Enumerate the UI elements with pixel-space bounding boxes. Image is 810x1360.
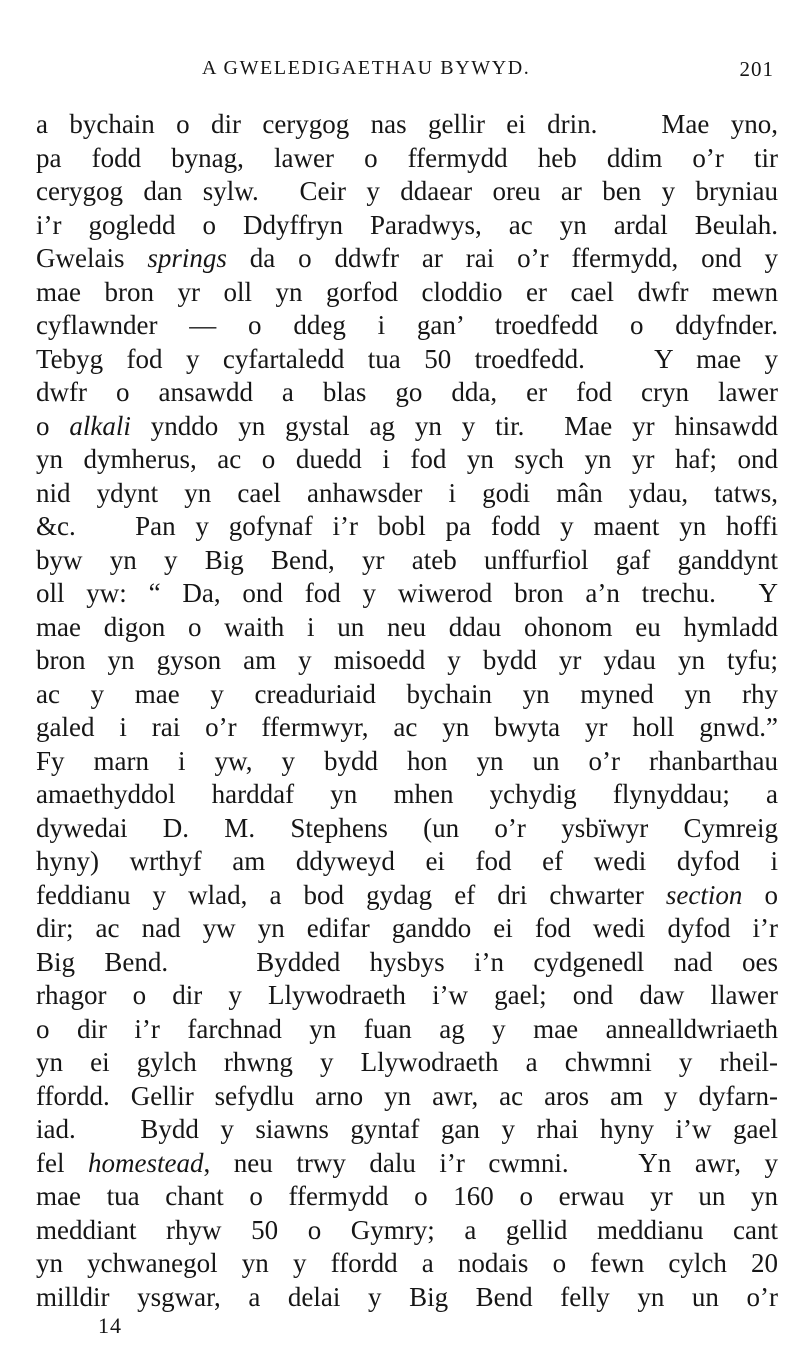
text-line	[36, 644, 778, 678]
text-segment: o	[742, 879, 778, 910]
text-segment: dwfr o ansawdd a blas go dda, er fod cryn lawer	[36, 377, 778, 407]
text-line	[36, 946, 778, 980]
text-segment: ynddo yn gystal ag yn y tir. Mae yr hinsawdd	[130, 410, 778, 441]
text-line	[36, 343, 778, 377]
italic-term: springs	[147, 243, 227, 273]
text-line	[36, 276, 778, 310]
text-segment: Gwelais	[36, 243, 148, 273]
text-line	[36, 376, 778, 410]
text-segment: galed i rai o’r ffermwyr, ac yn bwyta yr holl gnwd.”	[36, 712, 778, 742]
text-segment: Tebyg fod y cyfartaledd tua 50 troedfedd. Y mae y	[36, 343, 778, 374]
text-line	[36, 778, 778, 812]
text-segment: milldir ysgwar, a delai y Big Bend felly yn un o’r	[36, 1281, 778, 1312]
text-segment: meddiant rhyw 50 o Gymry; a gellid meddianu cant	[36, 1214, 778, 1245]
text-segment: cerygog dan sylw. Ceir y ddaear oreu ar ben y bryniau	[36, 176, 778, 206]
text-segment: mae tua chant o ffermydd o 160 o erwau yr un yn	[36, 1181, 778, 1211]
running-head	[36, 57, 778, 87]
italic-term: section	[665, 879, 743, 910]
text-segment: fel	[36, 1147, 89, 1178]
text-segment: &c. Pan y gofynaf i’r bobl pa fodd y maent yn hoffi	[36, 511, 778, 541]
text-line	[36, 242, 778, 276]
text-line	[36, 108, 778, 142]
text-segment: iad. Bydd y siawns gyntaf gan y rhai hyny i’w gael	[36, 1114, 778, 1144]
text-line	[36, 1147, 778, 1181]
text-segment: nid ydynt yn cael anhawsder i godi mân ydau, tatws,	[36, 477, 778, 508]
text-segment: a bychain o dir cerygog nas gellir ei drin. Mae yno,	[36, 109, 778, 139]
text-segment: o	[36, 410, 70, 441]
text-segment: yn ychwanegol yn y ffordd a nodais o fewn cylch 20	[36, 1248, 778, 1278]
text-segment: i’r gogledd o Ddyffryn Paradwys, ac yn ardal Beulah.	[36, 209, 778, 240]
text-segment: amaethyddol harddaf yn mhen ychydig flynyddau; a	[36, 779, 778, 809]
text-segment: dywedai D. M. Stephens (un o’r ysbïwyr Cymreig	[36, 812, 778, 843]
text-segment: pa fodd bynag, lawer o ffermydd heb ddim o’r tir	[36, 142, 778, 173]
body-text	[36, 108, 778, 1314]
text-segment: Fy marn i yw, y bydd hon yn un o’r rhanbarthau	[36, 745, 778, 776]
text-line	[36, 711, 778, 745]
text-segment: mae digon o waith i un neu ddau ohonom eu hymladd	[36, 611, 778, 642]
text-line	[36, 309, 778, 343]
text-line	[36, 1113, 778, 1147]
text-line	[36, 678, 778, 712]
italic-term: homestead	[88, 1147, 204, 1178]
signature-mark: 14	[98, 1313, 122, 1338]
text-line	[36, 577, 778, 611]
text-segment: dir; ac nad yw yn edifar ganddo ei fod wedi dyfod i’r	[36, 913, 778, 943]
text-line	[36, 611, 778, 645]
text-segment: byw yn y Big Bend, yr ateb unffurfiol gaf ganddynt	[36, 544, 778, 575]
text-line	[36, 1214, 778, 1248]
text-segment: bron yn gyson am y misoedd y bydd yr ydau yn tyfu;	[36, 645, 778, 675]
text-line	[36, 1247, 778, 1281]
text-line	[36, 1013, 778, 1047]
text-line	[36, 879, 778, 913]
text-segment: yn ei gylch rhwng y Llywodraeth a chwmni y rheil-	[36, 1047, 778, 1077]
text-segment: hyny) wrthyf am ddyweyd ei fod ef wedi dyfod i	[36, 846, 778, 876]
text-segment: oll yw: “ Da, ond fod y wiwerod bron a’n trechu. Y	[36, 578, 778, 608]
text-segment: o dir i’r farchnad yn fuan ag y mae annealldwriaeth	[36, 1013, 778, 1044]
text-segment: feddianu y wlad, a bod gydag ef dri chwarter	[36, 879, 666, 910]
running-title: A GWELEDIGAETHAU BYWYD.	[202, 57, 531, 79]
text-segment: rhagor o dir y Llywodraeth i’w gael; ond daw llawer	[36, 980, 778, 1010]
text-line	[36, 175, 778, 209]
text-line	[36, 1080, 778, 1114]
text-line	[36, 812, 778, 846]
text-segment: mae bron yr oll yn gorfod cloddio er cael dwfr mewn	[36, 276, 778, 307]
text-line	[36, 477, 778, 511]
text-line	[36, 1180, 778, 1214]
text-segment: , neu trwy dalu i’r cwmni. Yn awr, y	[203, 1147, 778, 1178]
text-line	[36, 1281, 778, 1315]
text-line	[36, 443, 778, 477]
text-segment: Big Bend. Bydded hysbys i’n cydgenedl nad oes	[36, 946, 778, 977]
italic-term: alkali	[69, 410, 131, 441]
text-line	[36, 510, 778, 544]
page-number: 201	[739, 57, 774, 81]
text-line	[36, 209, 778, 243]
text-segment: cyflawnder — o ddeg i gan’ troedfedd o ddyfnder.	[36, 310, 778, 340]
text-segment: ffordd. Gellir sefydlu arno yn awr, ac aros am y dyfarn-	[36, 1080, 778, 1111]
text-line	[36, 1046, 778, 1080]
text-segment: da o ddwfr ar rai o’r ffermydd, ond y	[226, 243, 778, 273]
text-line	[36, 979, 778, 1013]
text-line	[36, 845, 778, 879]
text-line	[36, 912, 778, 946]
text-line	[36, 544, 778, 578]
text-line	[36, 142, 778, 176]
text-line	[36, 410, 778, 444]
text-segment: yn dymherus, ac o duedd i fod yn sych yn yr haf; ond	[36, 444, 778, 474]
text-line	[36, 745, 778, 779]
text-segment: ac y mae y creaduriaid bychain yn myned yn rhy	[36, 678, 778, 709]
